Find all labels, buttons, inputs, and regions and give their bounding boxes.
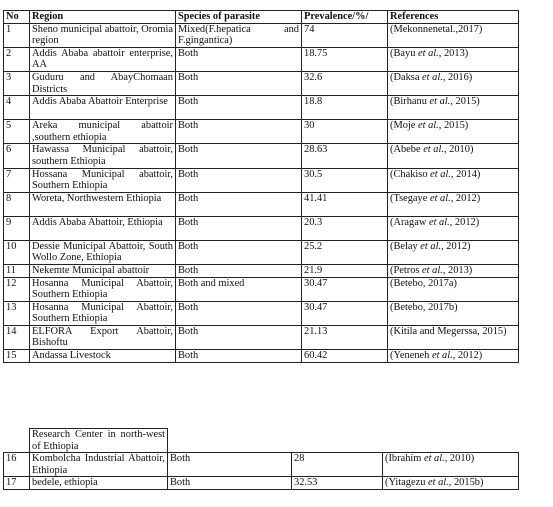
cell-prevalence: 18.75 (302, 47, 388, 71)
cell-species: Both (168, 477, 292, 490)
cell-reference: (Yitagezu et al., 2015b) (383, 477, 519, 490)
cell-region: Hossana Municipal abattoir, Southern Ethiopia (30, 168, 176, 192)
cell-species: Both (176, 325, 302, 349)
cell-no: 7 (4, 168, 30, 192)
cell-region: Kombolcha Industrial Abattoir, Ethiopia (30, 453, 168, 477)
cell-reference: (Bayu et al., 2013) (388, 47, 519, 71)
header-no: No (4, 11, 30, 24)
header-prevalence: Prevalence/%/ (302, 11, 388, 24)
table-row (4, 301, 519, 325)
cell-species: Both (176, 301, 302, 325)
cell-species: Both (176, 71, 302, 95)
cell-prevalence: 20.3 (302, 216, 388, 240)
cell-species: Both (176, 47, 302, 71)
cell-prevalence: 60.42 (302, 350, 388, 363)
cell-reference: (Kitila and Megerssa, 2015) (388, 325, 519, 349)
cell-reference: (Mekonnenetal.,2017) (388, 23, 519, 47)
table-row (4, 144, 519, 168)
cell-prevalence: 18.8 (302, 96, 388, 120)
cell-region: Andassa Livestock (30, 350, 176, 363)
cell-prevalence: 74 (302, 23, 388, 47)
cell-reference: (Abebe et al., 2010) (388, 144, 519, 168)
cell-prevalence: 32.6 (302, 71, 388, 95)
cell-reference: (Betebo, 2017b) (388, 301, 519, 325)
cell-no: 16 (4, 453, 30, 477)
prevalence-table (3, 10, 519, 363)
cell-species: Both (176, 264, 302, 277)
cell-region: Hosanna Municipal Abattoir, Southern Ethiopia (30, 301, 176, 325)
cell-region: Hosanna Municipal Abattoir, Southern Ethiopia (30, 277, 176, 301)
table-row-continuation (4, 429, 519, 453)
cell-reference: (Belay et al., 2012) (388, 240, 519, 264)
cell-region: ELFORA Export Abattoir, Bishoftu (30, 325, 176, 349)
cell-prevalence: 41.41 (302, 192, 388, 216)
cell-reference: (Aragaw et al., 2012) (388, 216, 519, 240)
cell-prevalence: 30.5 (302, 168, 388, 192)
table-row (4, 192, 519, 216)
cell-prevalence: 30 (302, 120, 388, 144)
cell-region: bedele, ethiopia (30, 477, 168, 490)
cell-species: Mixed(F.hepatica and F.gingantica) (176, 23, 302, 47)
cell-reference: (Moje et al., 2015) (388, 120, 519, 144)
cell-no: 17 (4, 477, 30, 490)
header-species: Species of parasite (176, 11, 302, 24)
cell-no: 11 (4, 264, 30, 277)
cell-region: Areka municipal abattoir ,southern ethiopia (30, 120, 176, 144)
cell-reference: (Birhanu et al., 2015) (388, 96, 519, 120)
cell-region: Dessie Municipal Abattoir, South Wollo Zone, Ethiopia (30, 240, 176, 264)
prevalence-table-continued (3, 428, 519, 490)
table-row (4, 168, 519, 192)
table-row (4, 96, 519, 120)
cell-region: Sheno municipal abattoir, Oromia region (30, 23, 176, 47)
cell-species: Both (176, 192, 302, 216)
table-body (4, 23, 519, 362)
cell-species: Both (176, 240, 302, 264)
cell-region: Hawassa Municipal abattoir, southern Ethiopia (30, 144, 176, 168)
cell-no: 6 (4, 144, 30, 168)
cell-prevalence: 28 (292, 453, 383, 477)
cell-reference: (Yeneneh et al., 2012) (388, 350, 519, 363)
cell-reference: (Betebo, 2017a) (388, 277, 519, 301)
cell-no: 13 (4, 301, 30, 325)
cell-region: Guduru and AbayChomaan Districts (30, 71, 176, 95)
cell-species: Both (176, 216, 302, 240)
cell-reference: (Daksa et al., 2016) (388, 71, 519, 95)
cell-no: 4 (4, 96, 30, 120)
cell-no: 14 (4, 325, 30, 349)
cell-prevalence: 25.2 (302, 240, 388, 264)
table-row (4, 240, 519, 264)
cell-species: Both (168, 453, 292, 477)
table-row (4, 277, 519, 301)
table-header-row (4, 11, 519, 24)
cell-region: Nekemte Municipal abattoir (30, 264, 176, 277)
cell-species: Both (176, 144, 302, 168)
header-region: Region (30, 11, 176, 24)
cell-prevalence: 30.47 (302, 277, 388, 301)
header-references: References (388, 11, 519, 24)
table-row (4, 216, 519, 240)
cell-prevalence: 28.63 (302, 144, 388, 168)
cell-species: Both (176, 168, 302, 192)
cell-species: Both and mixed (176, 277, 302, 301)
cell-region: Woreta, Northwestern Ethiopia (30, 192, 176, 216)
cell-reference: (Chakiso et al., 2014) (388, 168, 519, 192)
cell-no: 5 (4, 120, 30, 144)
cell-no: 2 (4, 47, 30, 71)
cell-no: 3 (4, 71, 30, 95)
cell-prevalence: 21.13 (302, 325, 388, 349)
cell-no: 15 (4, 350, 30, 363)
table-row (4, 477, 519, 490)
cell-region: Addis Ababa Abattoir, Ethiopia (30, 216, 176, 240)
cell-no: 9 (4, 216, 30, 240)
table-row (4, 71, 519, 95)
table-row (4, 23, 519, 47)
cell-species: Both (176, 120, 302, 144)
cell-prevalence: 21.9 (302, 264, 388, 277)
cell-no: 1 (4, 23, 30, 47)
cell-reference: (Tsegaye et al., 2012) (388, 192, 519, 216)
cell-region: Addis Ababa Abattoir Enterprise (30, 96, 176, 120)
cell-species: Both (176, 350, 302, 363)
cell-reference: (Petros et al., 2013) (388, 264, 519, 277)
cell-reference: (Ibrahim et al., 2010) (383, 453, 519, 477)
cell-region: Addis Ababa abattoir enterprise, AA (30, 47, 176, 71)
cell-species: Both (176, 96, 302, 120)
cell-region: Research Center in north-west of Ethiopia (30, 429, 168, 453)
table-row (4, 47, 519, 71)
cell-no: 10 (4, 240, 30, 264)
table-row (4, 325, 519, 349)
table-row (4, 350, 519, 363)
cell-prevalence: 30.47 (302, 301, 388, 325)
cell-no: 12 (4, 277, 30, 301)
cell-prevalence: 32.53 (292, 477, 383, 490)
table-row (4, 264, 519, 277)
table-row (4, 453, 519, 477)
table-row (4, 120, 519, 144)
cell-no: 8 (4, 192, 30, 216)
